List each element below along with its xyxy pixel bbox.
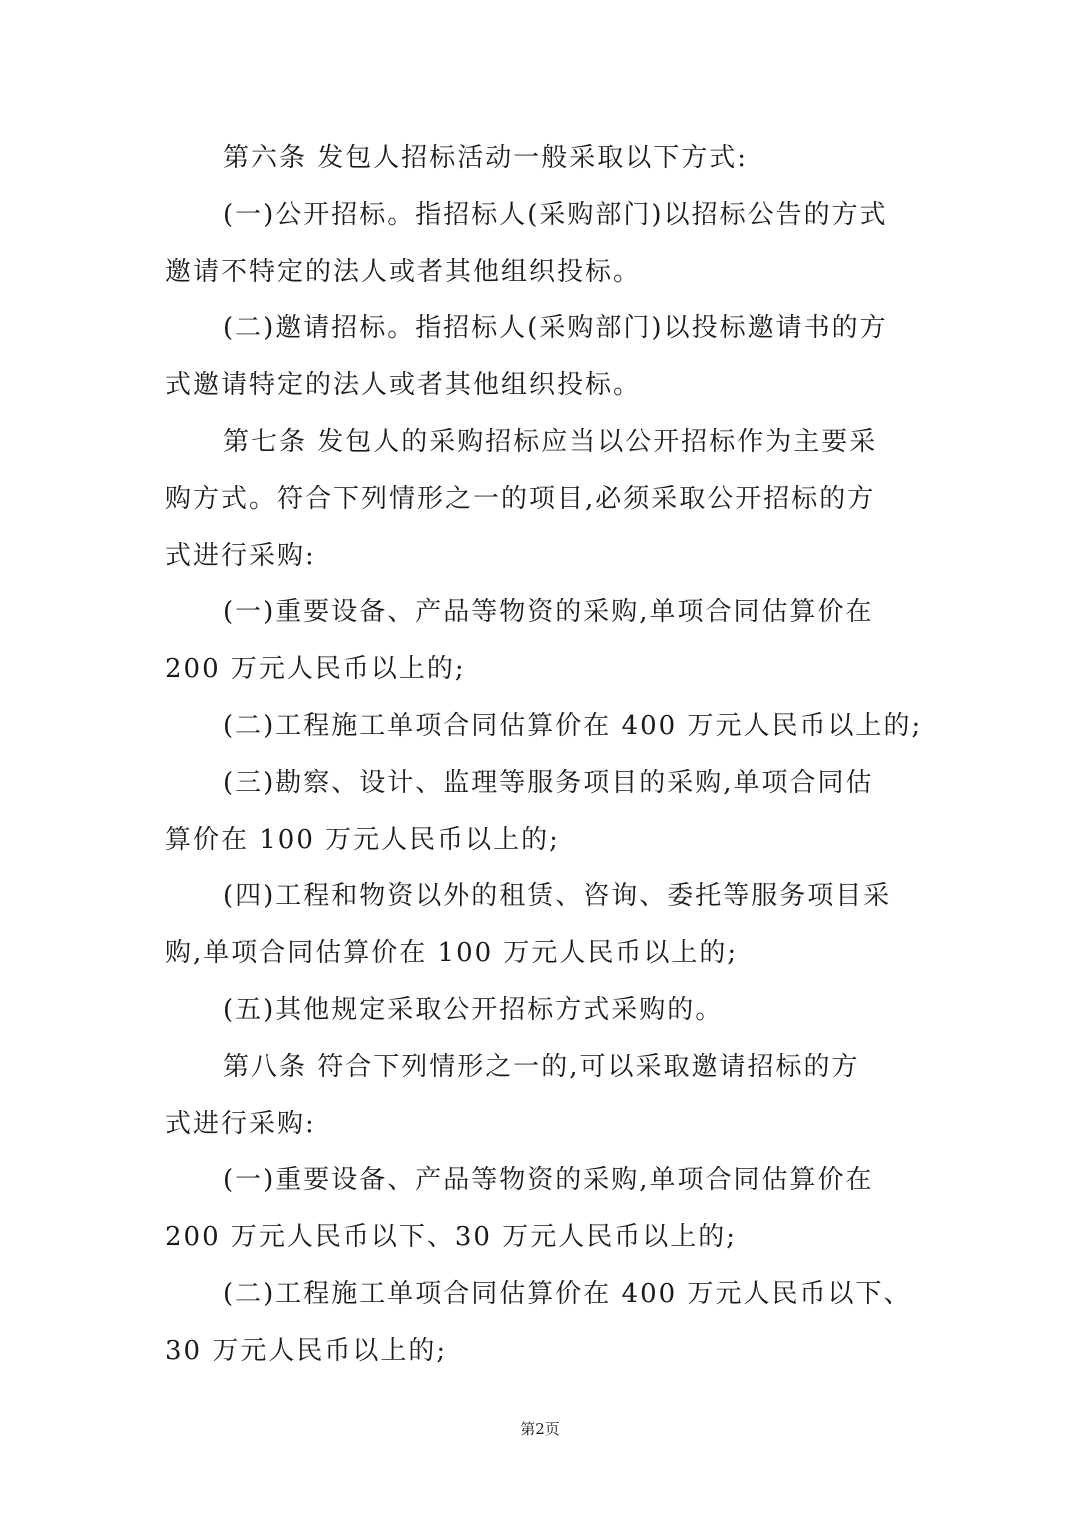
article-6-item-1-line-2: 邀请不特定的法人或者其他组织投标。 — [165, 256, 642, 287]
article-7-item-2: (二)工程施工单项合同估算价在 400 万元人民币以上的; — [223, 710, 923, 741]
article-8-item-2-line-1: (二)工程施工单项合同估算价在 400 万元人民币以下、 — [223, 1278, 912, 1309]
article-7-line-3: 式进行采购: — [165, 540, 316, 571]
article-8-item-1-line-1: (一)重要设备、产品等物资的采购,单项合同估算价在 — [223, 1165, 874, 1196]
page-number: 第2页 — [520, 1420, 560, 1438]
article-6-item-1-line-1: (一)公开招标。指招标人(采购部门)以招标公告的方式 — [223, 199, 888, 230]
article-7-item-3-line-1: (三)勘察、设计、监理等服务项目的采购,单项合同估 — [223, 767, 874, 798]
article-7-item-5: (五)其他规定采取公开招标方式采购的。 — [223, 994, 724, 1025]
article-8-item-1-line-2: 200 万元人民币以下、30 万元人民币以上的; — [165, 1222, 737, 1253]
article-6-item-2-line-1: (二)邀请招标。指招标人(采购部门)以投标邀请书的方 — [223, 313, 888, 344]
article-6-item-2-line-2: 式邀请特定的法人或者其他组织投标。 — [165, 370, 642, 401]
article-7-item-1-line-1: (一)重要设备、产品等物资的采购,单项合同估算价在 — [223, 597, 874, 628]
article-7-item-4-line-2: 购,单项合同估算价在 100 万元人民币以上的; — [165, 938, 739, 969]
article-8-line-2: 式进行采购: — [165, 1108, 316, 1139]
article-7-item-3-line-2: 算价在 100 万元人民币以上的; — [165, 824, 560, 855]
article-8-item-2-line-2: 30 万元人民币以上的; — [165, 1335, 448, 1366]
article-8-line-1: 第八条 符合下列情形之一的,可以采取邀请招标的方 — [223, 1051, 860, 1082]
article-7-item-1-line-2: 200 万元人民币以上的; — [165, 654, 466, 685]
article-6-heading: 第六条 发包人招标活动一般采取以下方式: — [223, 143, 749, 173]
article-7-line-1: 第七条 发包人的采购招标应当以公开招标作为主要采 — [223, 426, 878, 457]
article-7-line-2: 购方式。符合下列情形之一的项目,必须采取公开招标的方 — [165, 483, 876, 514]
article-7-item-4-line-1: (四)工程和物资以外的租赁、咨询、委托等服务项目采 — [223, 881, 892, 912]
document-body — [165, 130, 925, 1380]
